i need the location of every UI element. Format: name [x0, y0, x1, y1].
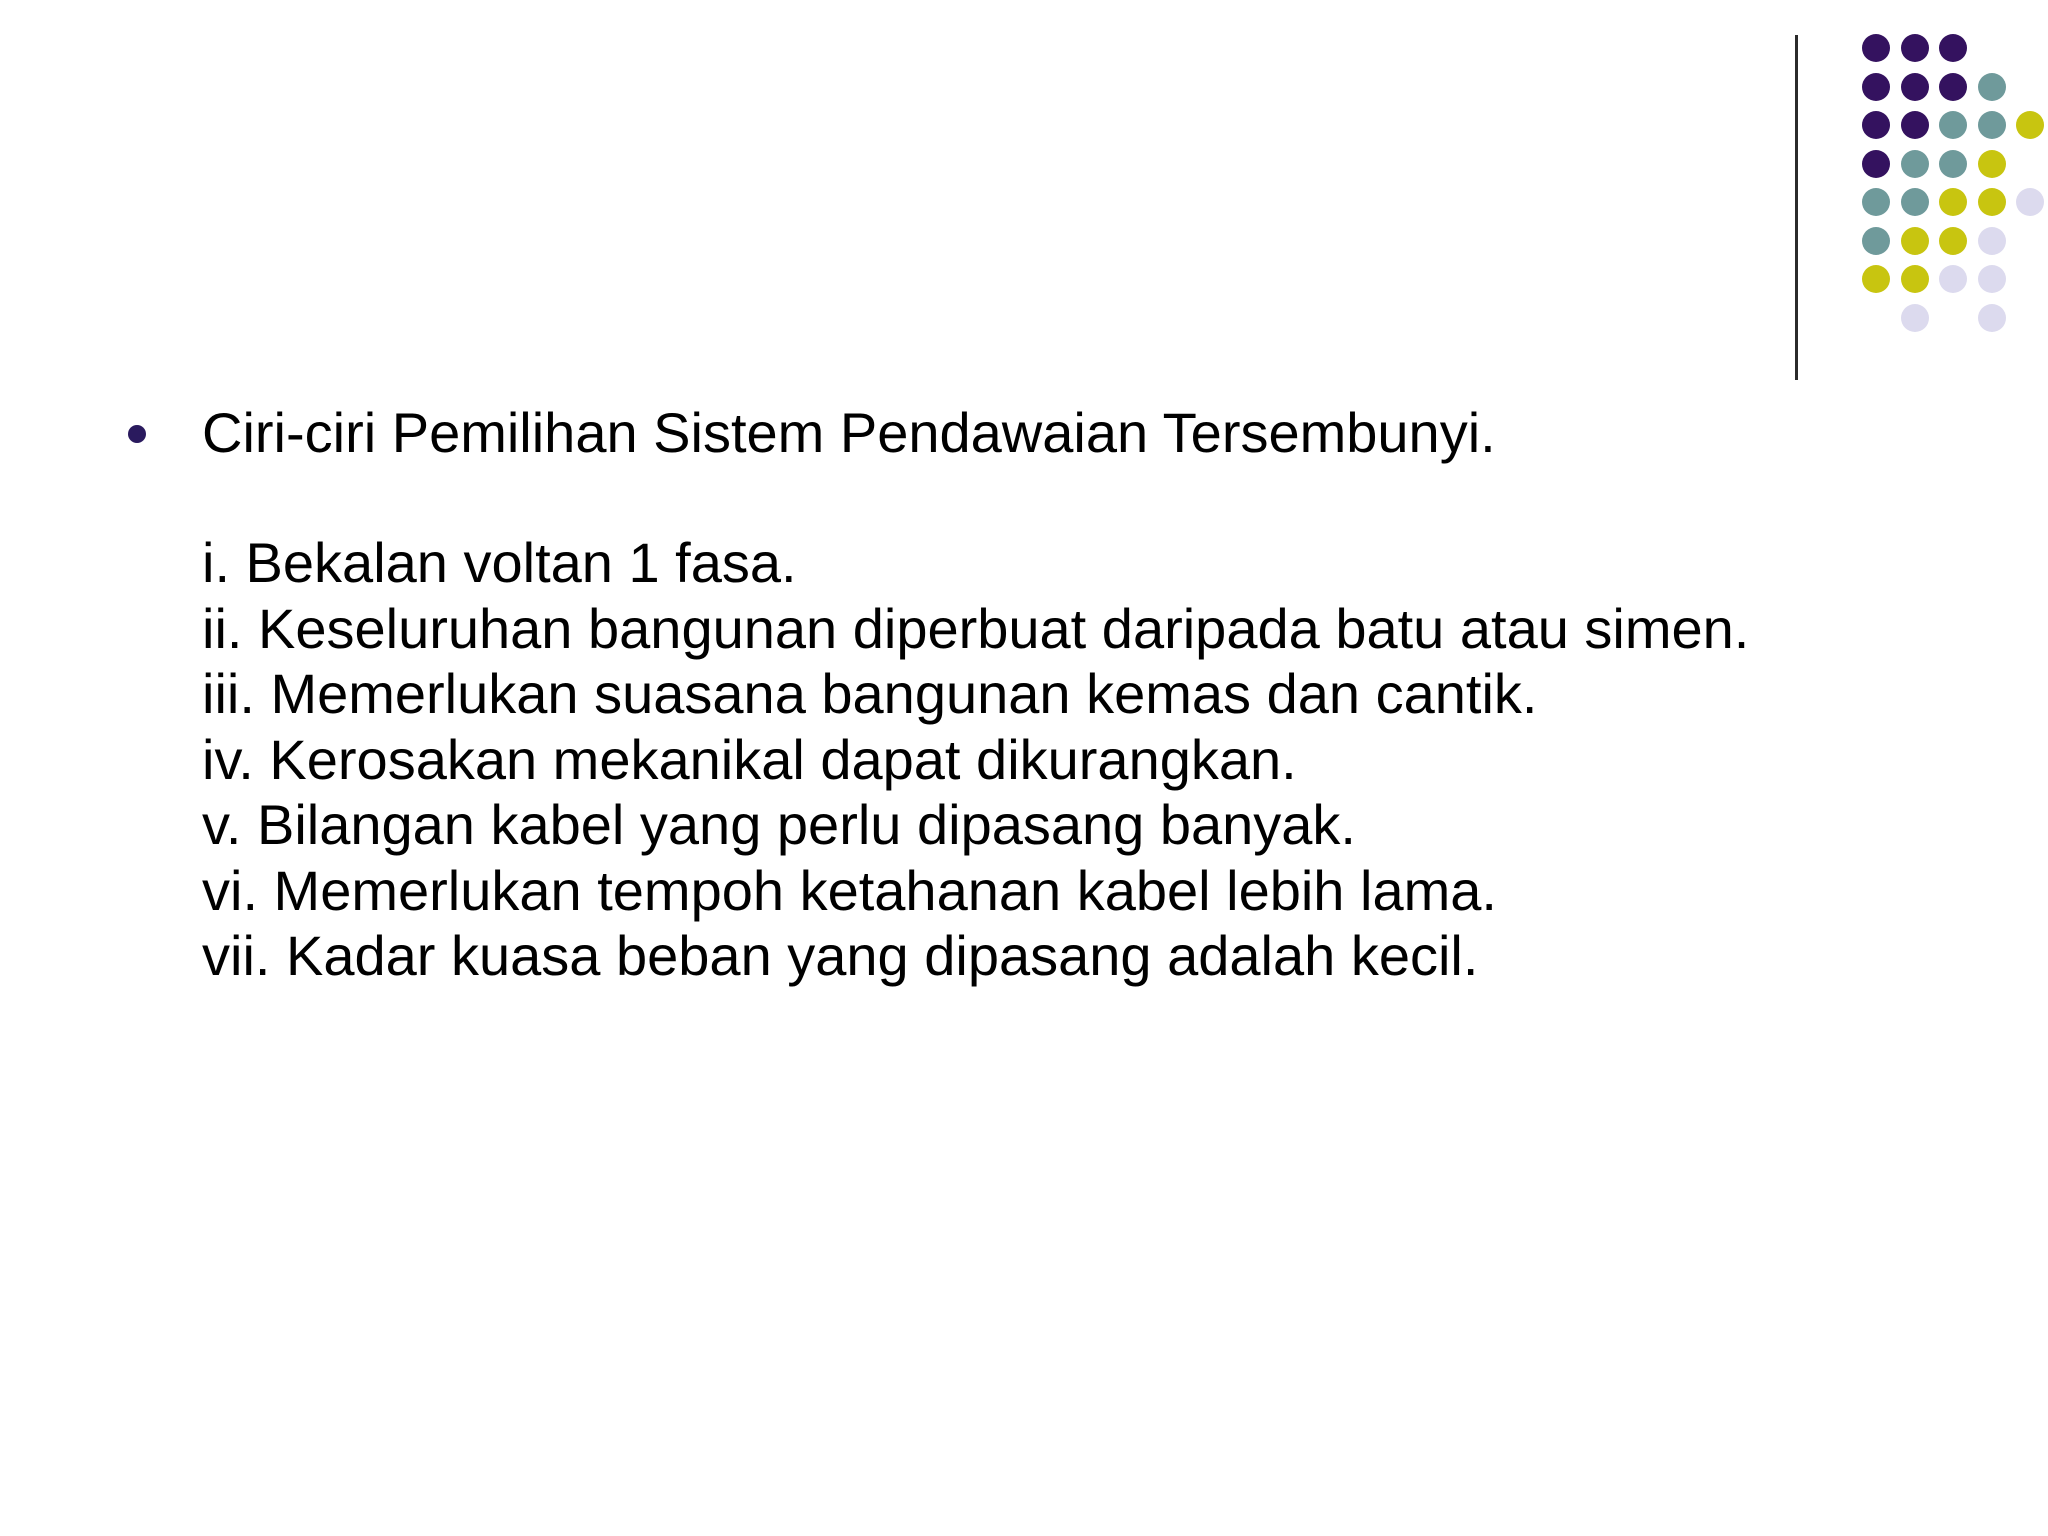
list-item: ii. Keseluruhan bangunan diperbuat daripada batu atau simen.: [202, 596, 1750, 660]
decorative-dot-grid: [0, 0, 2048, 400]
list-item: iv. Kerosakan mekanikal dapat dikurangkan.: [202, 727, 1297, 791]
decorative-dot: [1978, 73, 2006, 101]
decorative-dot: [1978, 227, 2006, 255]
decorative-dot: [1939, 150, 1967, 178]
decorative-dot: [1978, 150, 2006, 178]
list-item: vi. Memerlukan tempoh ketahanan kabel lebih lama.: [202, 858, 1497, 922]
list-item: iii. Memerlukan suasana bangunan kemas dan cantik.: [202, 662, 1538, 725]
decorative-dot: [1978, 265, 2006, 293]
decorative-dot: [1939, 111, 1967, 139]
decorative-dot: [1862, 188, 1890, 216]
decorative-dot: [1939, 73, 1967, 101]
decorative-dot: [1901, 150, 1929, 178]
decorative-dot: [1901, 227, 1929, 255]
decorative-dot: [1862, 265, 1890, 293]
list-item: i. Bekalan voltan 1 fasa.: [202, 531, 797, 594]
decorative-dot: [1939, 227, 1967, 255]
list-item: v. Bilangan kabel yang perlu dipasang banyak.: [202, 793, 1356, 856]
decorative-dot: [1901, 304, 1929, 332]
decorative-dot: [1862, 227, 1890, 255]
decorative-dot: [1978, 188, 2006, 216]
decorative-dot: [1862, 34, 1890, 62]
decorative-dot: [2016, 188, 2044, 216]
decorative-dot: [2016, 111, 2044, 139]
decorative-dot: [1939, 265, 1967, 293]
decorative-dot: [1901, 111, 1929, 139]
decorative-dot: [1939, 188, 1967, 216]
decorative-dot: [1939, 34, 1967, 62]
decorative-dot: [1862, 73, 1890, 101]
decorative-dot: [1901, 73, 1929, 101]
feature-list: [202, 530, 1749, 989]
decorative-dot: [1862, 111, 1890, 139]
bullet-icon: [128, 425, 146, 443]
vertical-divider: [1795, 35, 1798, 380]
decorative-dot: [1901, 188, 1929, 216]
decorative-dot: [1901, 265, 1929, 293]
decorative-dot: [1978, 111, 2006, 139]
list-item: vii. Kadar kuasa beban yang dipasang adalah kecil.: [202, 924, 1479, 987]
decorative-dot: [1978, 304, 2006, 332]
slide-heading: Ciri-ciri Pemilihan Sistem Pendawaian Tersembunyi.: [202, 401, 1496, 464]
decorative-dot: [1901, 34, 1929, 62]
decorative-dot: [1862, 150, 1890, 178]
